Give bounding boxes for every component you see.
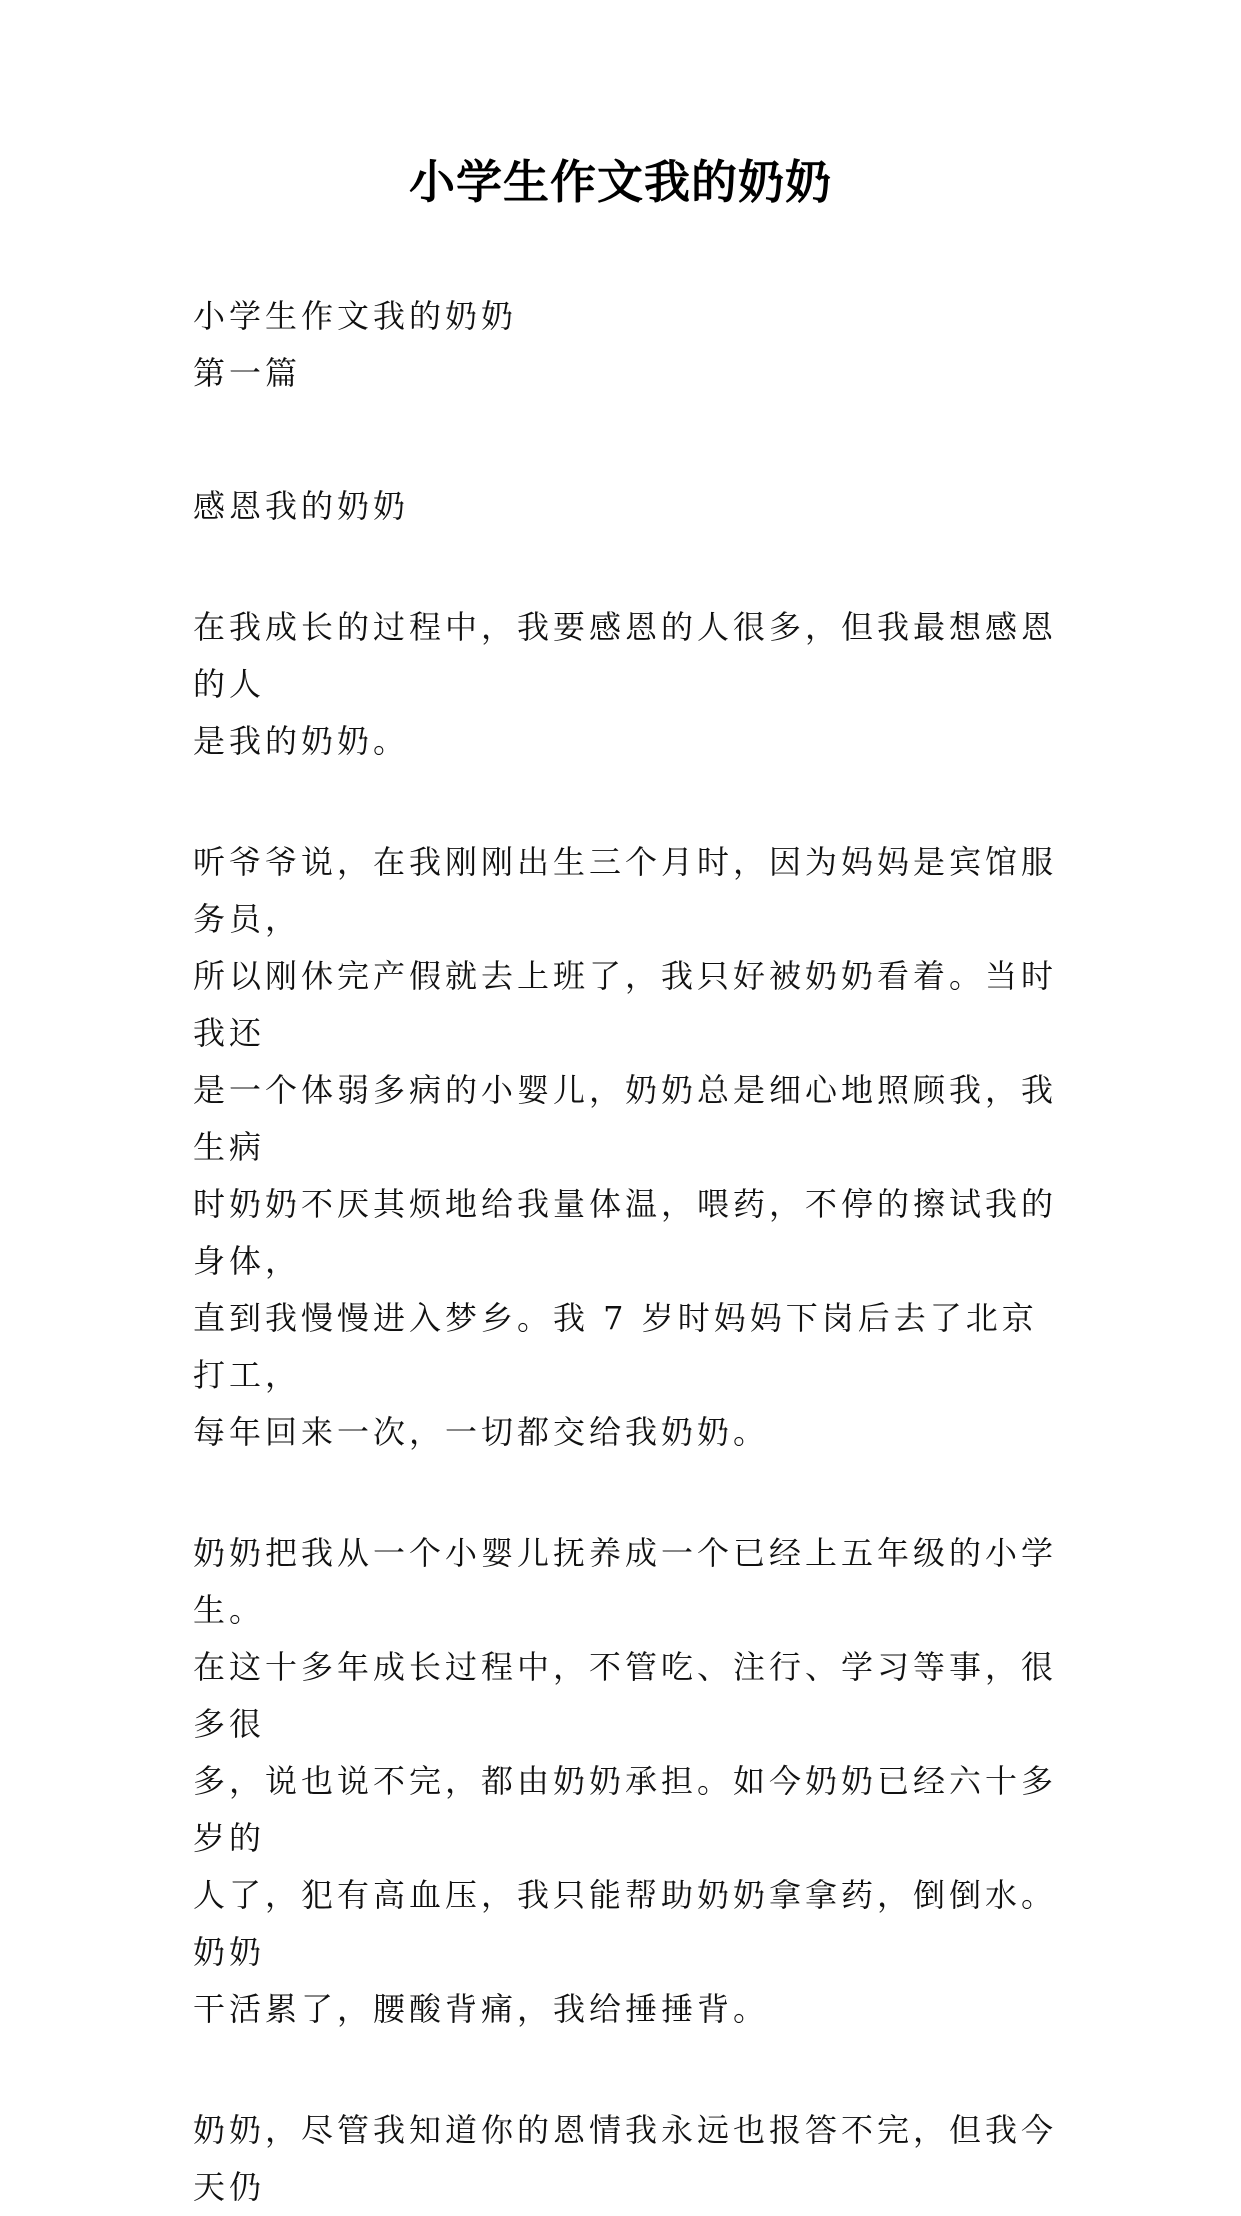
paragraph-line: 奶奶把我从一个小婴儿抚养成一个已经上五年级的小学生。 [193,1534,1058,1629]
section-label: 第一篇 [193,354,302,392]
essay-title: 感恩我的奶奶 [193,487,410,525]
paragraph-line: 干活累了，腰酸背痛，我给捶捶背。 [193,1990,770,2028]
paragraph-line: 奶奶，尽管我知道你的恩情我永远也报答不完，但我今天仍 [193,2111,1058,2206]
paragraph-3 [193,1525,1073,2038]
paragraph-line: 每年回来一次，一切都交给我奶奶。 [193,1413,770,1451]
paragraph-line: 在我成长的过程中，我要感恩的人很多，但我最想感恩的人 [193,608,1058,703]
document-title: 小学生作文我的奶奶 [409,155,832,209]
paragraph-line: 多，说也说不完，都由奶奶承担。如今奶奶已经六十多岁的 [193,1762,1058,1857]
paragraph-line: 在这十多年成长过程中，不管吃、注行、学习等事，很多很 [193,1648,1058,1743]
paragraph-line: 听爷爷说，在我刚刚出生三个月时，因为妈妈是宾馆服务员， [193,843,1058,938]
paragraph-line: 人了，犯有高血压，我只能帮助奶奶拿拿药，倒倒水。奶奶 [193,1876,1058,1971]
paragraph-1 [193,599,1073,770]
paragraph-line: 是一个体弱多病的小婴儿，奶奶总是细心地照顾我，我生病 [193,1071,1058,1166]
document-body [193,288,1073,2216]
paragraph-line: 直到我慢慢进入梦乡。我 7 岁时妈妈下岗后去了北京打工， [193,1299,1038,1394]
paragraph-line: 时奶奶不厌其烦地给我量体温，喂药，不停的擦试我的身体， [193,1185,1058,1280]
paragraph-line: 所以刚休完产假就去上班了，我只好被奶奶看着。当时我还 [193,957,1058,1052]
subtitle: 小学生作文我的奶奶 [193,297,518,335]
paragraph-2 [193,834,1073,1461]
paragraph-4 [193,2102,1073,2216]
paragraph-line: 是我的奶奶。 [193,722,410,760]
